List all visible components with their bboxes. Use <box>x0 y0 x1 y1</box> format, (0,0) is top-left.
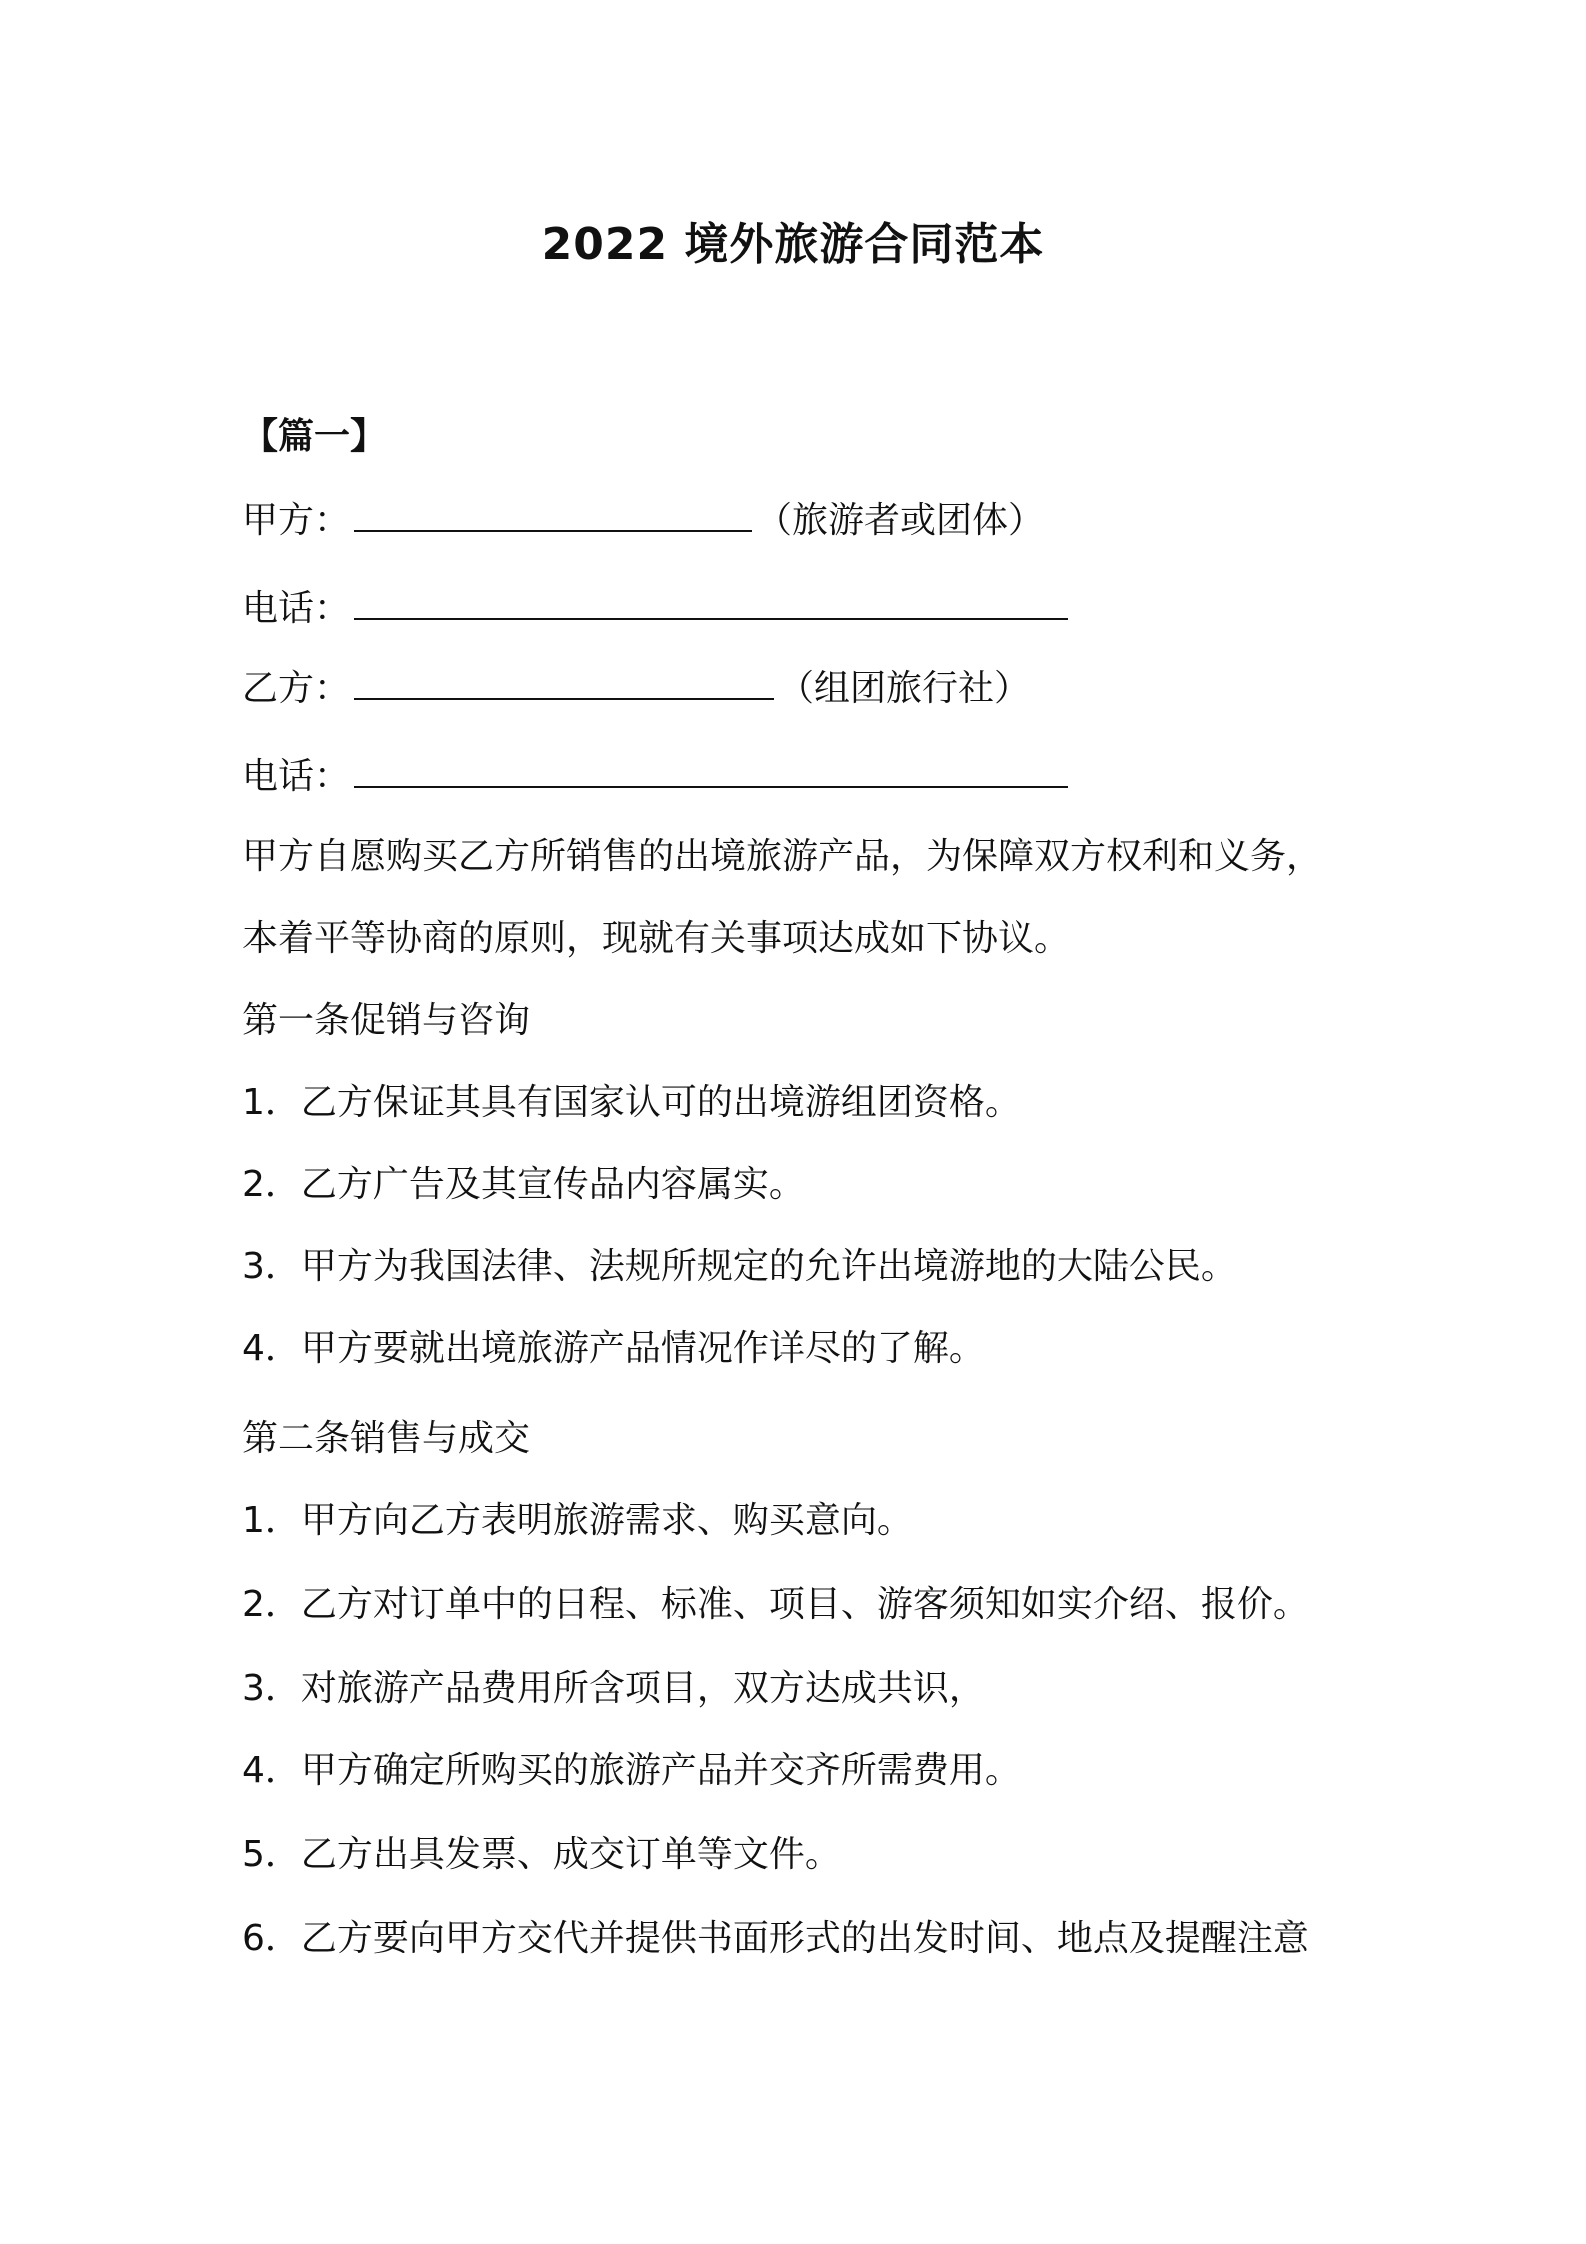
article-1-item: 3．甲方为我国法律、法规所规定的允许出境游地的大陆公民。 <box>242 1246 1237 1287</box>
phone-a-label: 电话： <box>242 588 351 629</box>
phone-b-label: 电话： <box>242 756 351 797</box>
article-2-item: 1．甲方向乙方表明旅游需求、购买意向。 <box>242 1500 913 1541</box>
party-a-note: （旅游者或团体） <box>756 500 1045 541</box>
article-1-item: 1．乙方保证其具有国家认可的出境游组团资格。 <box>242 1082 1021 1123</box>
party-a-blank <box>354 500 752 532</box>
phone-b-line <box>242 752 1072 802</box>
party-a-line <box>242 496 1044 546</box>
party-b-line <box>242 664 1030 714</box>
party-b-blank <box>354 668 774 700</box>
article-2-item: 5．乙方出具发票、成交订单等文件。 <box>242 1834 841 1875</box>
phone-a-line <box>242 584 1072 634</box>
document-title: 2022 境外旅游合同范本 <box>541 219 1045 270</box>
party-b-label: 乙方： <box>242 668 351 709</box>
party-b-note: （组团旅行社） <box>778 668 1031 709</box>
intro-line-2: 本着平等协商的原则，现就有关事项达成如下协议。 <box>242 918 1071 959</box>
article-1-heading: 第一条促销与咨询 <box>242 1000 531 1041</box>
article-2-item: 3．对旅游产品费用所含项目，双方达成共识， <box>242 1668 985 1709</box>
article-2-item: 2．乙方对订单中的日程、标准、项目、游客须知如实介绍、报价。 <box>242 1584 1309 1625</box>
article-1-item: 2．乙方广告及其宣传品内容属实。 <box>242 1164 805 1205</box>
section-marker: 【篇一】 <box>242 416 387 457</box>
article-2-heading: 第二条销售与成交 <box>242 1418 531 1459</box>
phone-b-blank <box>354 756 1068 788</box>
phone-a-blank <box>354 588 1068 620</box>
article-1-item: 4．甲方要就出境旅游产品情况作详尽的了解。 <box>242 1328 985 1369</box>
article-2-item: 6．乙方要向甲方交代并提供书面形式的出发时间、地点及提醒注意 <box>242 1918 1309 1959</box>
article-2-item: 4．甲方确定所购买的旅游产品并交齐所需费用。 <box>242 1750 1021 1791</box>
party-a-label: 甲方： <box>242 500 351 541</box>
intro-line-1: 甲方自愿购买乙方所销售的出境旅游产品，为保障双方权利和义务， <box>242 836 1323 877</box>
